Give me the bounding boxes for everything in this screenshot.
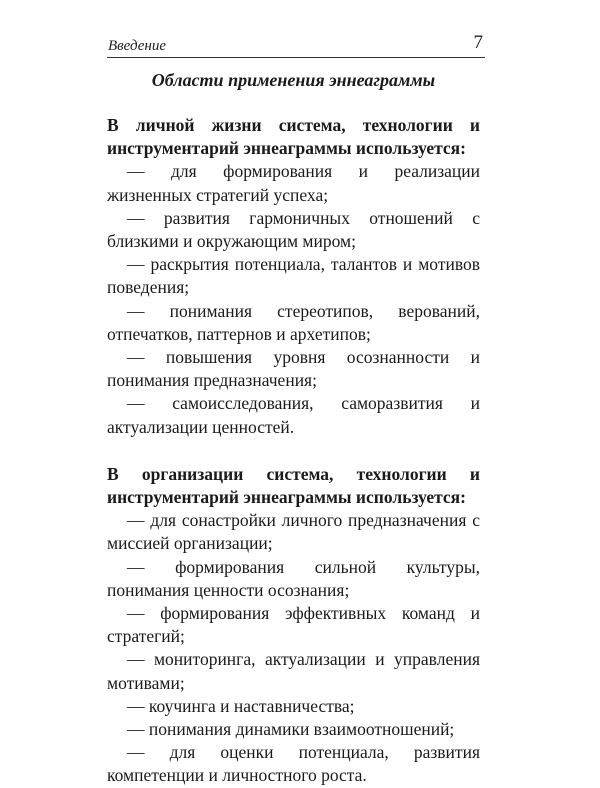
personal-lead: В личной жизни система, технологии и инструментарий эннеаграммы используется: xyxy=(107,115,480,159)
list-item: — для формирования и реализации жизненных стратегий успеха; xyxy=(107,161,480,205)
section-label: Введение xyxy=(108,38,166,54)
header-rule xyxy=(107,57,485,58)
list-item: — раскрытия потенциала, талантов и мотивов поведения; xyxy=(107,254,480,298)
list-item: — повышения уровня осознанности и понимания предназначения; xyxy=(107,347,480,391)
list-item: — для оценки потенциала, развития компетенции и личностного роста. xyxy=(107,742,480,786)
page-number: 7 xyxy=(473,32,483,53)
list-item: — понимания динамики взаимоотношений; xyxy=(127,719,455,740)
list-item: — для сонастройки личного предназначения с миссией организации; xyxy=(107,510,480,554)
list-item: — формирования сильной культуры, понимания ценности осознания; xyxy=(107,556,480,600)
organization-lead: В организации система, технологии и инструментарий эннеаграммы используется: xyxy=(107,463,480,508)
page-body xyxy=(107,68,480,788)
list-item: — понимания стереотипов, верований, отпечатков, паттернов и архетипов; xyxy=(107,300,480,344)
personal-block xyxy=(107,114,480,439)
list-item: — развития гармоничных отношений с близкими и окружающим миром; xyxy=(107,207,480,252)
list-item: — мониторинга, актуализации и управления мотивами; xyxy=(107,649,480,693)
section-title: Области применения эннеаграммы xyxy=(151,70,436,90)
list-item: — самоисследования, саморазвития и актуализации ценностей. xyxy=(107,393,480,437)
list-item: — формирования эффективных команд и стратегий; xyxy=(107,603,480,647)
running-head xyxy=(107,34,485,58)
list-item: — коучинга и наставничества; xyxy=(127,695,355,716)
organization-block xyxy=(107,463,480,788)
